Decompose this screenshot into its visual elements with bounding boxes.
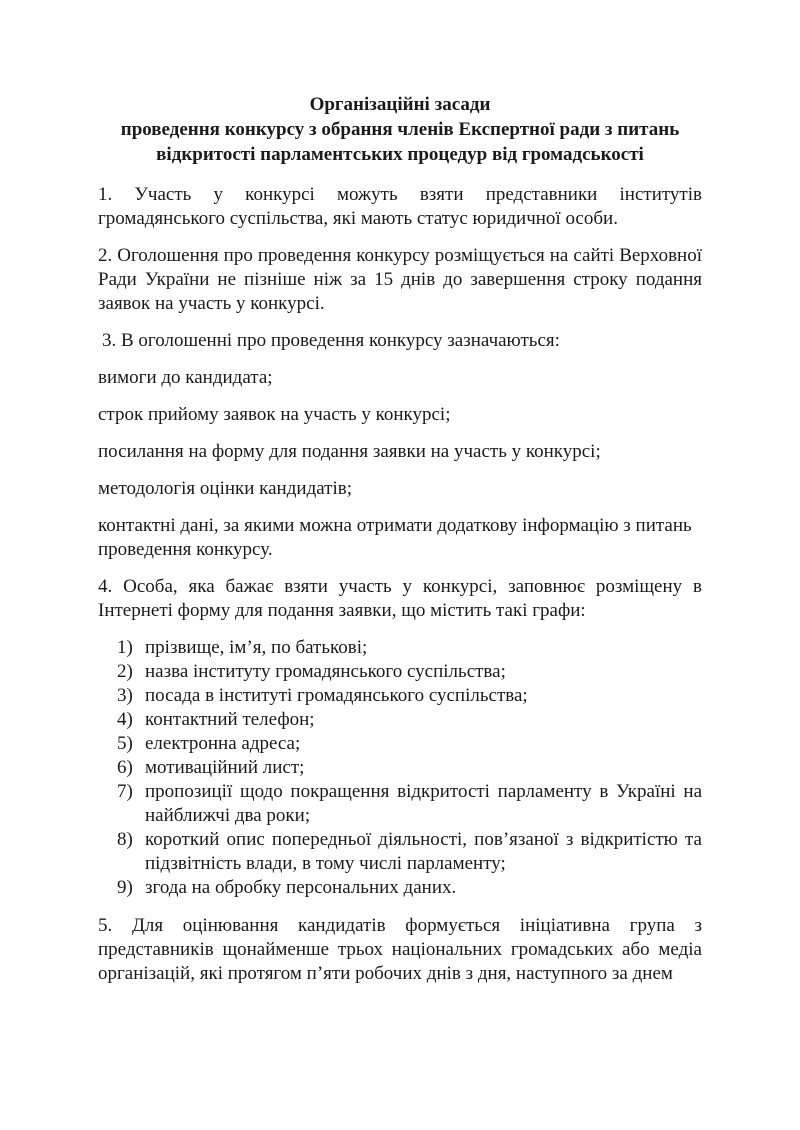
list-item-text: контактний телефон;	[145, 709, 315, 730]
title-line-3: відкритості парламентських процедур від громадськості	[156, 144, 644, 165]
list-item-text: мотиваційний лист;	[145, 757, 305, 778]
paragraph-5: 5. Для оцінювання кандидатів формується ініціативна група з представників щонайменше трьох національних громадських або медіа організацій, які протягом п’яти робочих днів з дня, наступного за днем	[98, 915, 702, 984]
paragraph-1: 1. Участь у конкурсі можуть взяти представники інститутів громадянського суспільства, які мають статус юридичної особи.	[98, 184, 702, 229]
title-line-1: Організаційні засади	[309, 94, 491, 115]
list-item	[117, 876, 702, 900]
paragraph-2: 2. Оголошення про проведення конкурсу розміщується на сайті Верховної Ради України не пізніше ніж за 15 днів до завершення строку подання заявок на участь у конкурсі.	[98, 245, 702, 314]
list-item-text: згода на обробку персональних даних.	[145, 877, 457, 898]
list-item-text: пропозиції щодо покращення відкритості парламенту в Україні на найближчі два роки;	[145, 781, 702, 826]
list-item	[117, 780, 702, 828]
list-item	[117, 684, 702, 708]
paragraph-4: 4. Особа, яка бажає взяти участь у конкурсі, заповнює розміщену в Інтернеті форму для подання заявки, що містить такі графи:	[98, 576, 702, 621]
list-item-text: короткий опис попередньої діяльності, пов’язаної з відкритістю та підзвітність влади, в тому числі парламенту;	[145, 829, 702, 874]
list-item-number: 3)	[117, 685, 133, 706]
list-item-number: 7)	[117, 781, 133, 802]
list-item-number: 1)	[117, 637, 133, 658]
list-item-number: 4)	[117, 709, 133, 730]
list-item	[117, 660, 702, 684]
list-item-number: 8)	[117, 829, 133, 850]
list-item	[117, 708, 702, 732]
list-item-text: посада в інституті громадянського суспільства;	[145, 685, 528, 706]
list-item	[117, 756, 702, 780]
announcement-item-contacts: контактні дані, за якими можна отримати додаткову інформацію з питань проведення конкурсу.	[98, 515, 692, 560]
announcement-item-deadline: строк прийому заявок на участь у конкурсі;	[98, 404, 451, 425]
list-item	[117, 732, 702, 756]
list-item-text: назва інституту громадянського суспільства;	[145, 661, 506, 682]
form-fields-list	[98, 636, 702, 900]
list-item-number: 2)	[117, 661, 133, 682]
announcement-item-requirements: вимоги до кандидата;	[98, 367, 273, 388]
document-title	[98, 92, 702, 167]
list-item	[117, 636, 702, 660]
paragraph-3: 3. В оголошенні про проведення конкурсу зазначаються:	[102, 330, 560, 351]
title-line-2: проведення конкурсу з обрання членів Експертної ради з питань	[120, 119, 680, 140]
announcement-item-form-link: посилання на форму для подання заявки на участь у конкурсі;	[98, 441, 601, 462]
list-item-number: 5)	[117, 733, 133, 754]
list-item-number: 6)	[117, 757, 133, 778]
list-item	[117, 828, 702, 876]
announcement-item-methodology: методологія оцінки кандидатів;	[98, 478, 353, 499]
list-item-text: прізвище, ім’я, по батькові;	[145, 637, 368, 658]
list-item-text: електронна адреса;	[145, 733, 301, 754]
document-page	[98, 92, 702, 986]
list-item-number: 9)	[117, 877, 133, 898]
